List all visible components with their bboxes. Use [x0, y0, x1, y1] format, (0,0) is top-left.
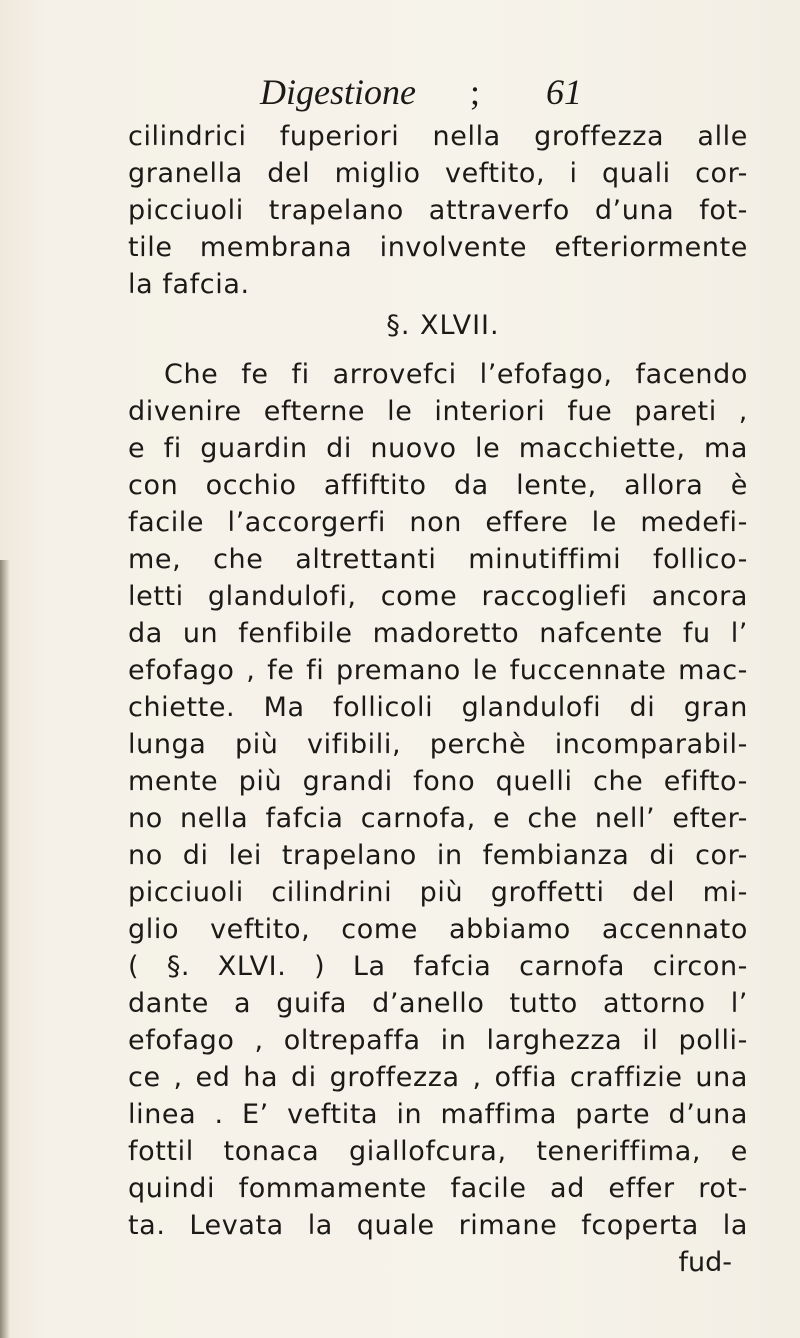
text-line: da un fenfibile madoretto nafcente fu l’: [128, 618, 748, 649]
text-line: letti glandulofi, come raccogliefi ancora: [128, 581, 748, 612]
running-title: Digestione: [260, 72, 416, 112]
catchword: fud-: [678, 1247, 732, 1278]
body-text: [128, 118, 748, 1281]
binding-shadow: [0, 560, 10, 1338]
text-line: no nella fafcia carnofa, e che nell’ efter-: [128, 803, 748, 834]
text-line: glio veftito, come abbiamo accennato: [128, 914, 748, 945]
text-line: quindi fommamente facile ad effer rot-: [128, 1173, 748, 1204]
text-line: con occhio affiftito da lente, allora è: [128, 470, 748, 501]
text-line: ta. Levata la quale rimane fcoperta la: [128, 1210, 748, 1241]
text-line: ce , ed ha di groffezza , offia craffizie una: [128, 1062, 748, 1093]
text-line: efofago , fe fi premano le fuccennate mac-: [128, 655, 748, 686]
text-line: efofago , oltrepaffa in larghezza il polli-: [128, 1025, 748, 1056]
text-line: la fafcia.: [128, 269, 250, 300]
paragraph-1: [128, 118, 748, 303]
text-line: mente più grandi fono quelli che efifto-: [128, 766, 748, 797]
text-line: tile membrana involvente efteriormente: [128, 232, 748, 263]
text-line: me, che altrettanti minutiffimi follico-: [128, 544, 748, 575]
text-line: picciuoli trapelano attraverfo d’una fot-: [128, 195, 748, 226]
text-line: lunga più vifibili, perchè incomparabil-: [128, 729, 748, 760]
text-line: no di lei trapelano in fembianza di cor-: [128, 840, 748, 871]
text-line: cilindrici fuperiori nella groffezza alle: [128, 121, 748, 152]
paragraph-2: [128, 356, 748, 1244]
text-line: Che fe fi arrovefci l’efofago, facendo: [164, 359, 748, 390]
text-line: ( §. XLVI. ) La fafcia carnofa circon-: [128, 951, 748, 982]
header-separator: ;: [470, 72, 481, 112]
page-header: [260, 72, 740, 120]
text-line: linea . E’ veftita in maffima parte d’una: [128, 1099, 748, 1130]
text-line: fottil tonaca giallofcura, teneriffima, e: [128, 1136, 748, 1167]
text-line: facile l’accorgerfi non effere le medefi-: [128, 507, 748, 538]
text-line: e fi guardin di nuovo le macchiette, ma: [128, 433, 748, 464]
text-line: divenire efterne le interiori fue pareti ,: [128, 396, 748, 427]
text-line: granella del miglio veftito, i quali cor-: [128, 158, 748, 189]
text-line: dante a guifa d’anello tutto attorno l’: [128, 988, 748, 1019]
section-heading: §. XLVII.: [386, 310, 500, 341]
text-line: picciuoli cilindrini più groffetti del mi-: [128, 877, 748, 908]
page-number: 61: [546, 72, 582, 112]
text-line: chiette. Ma follicoli glandulofi di gran: [128, 692, 748, 723]
